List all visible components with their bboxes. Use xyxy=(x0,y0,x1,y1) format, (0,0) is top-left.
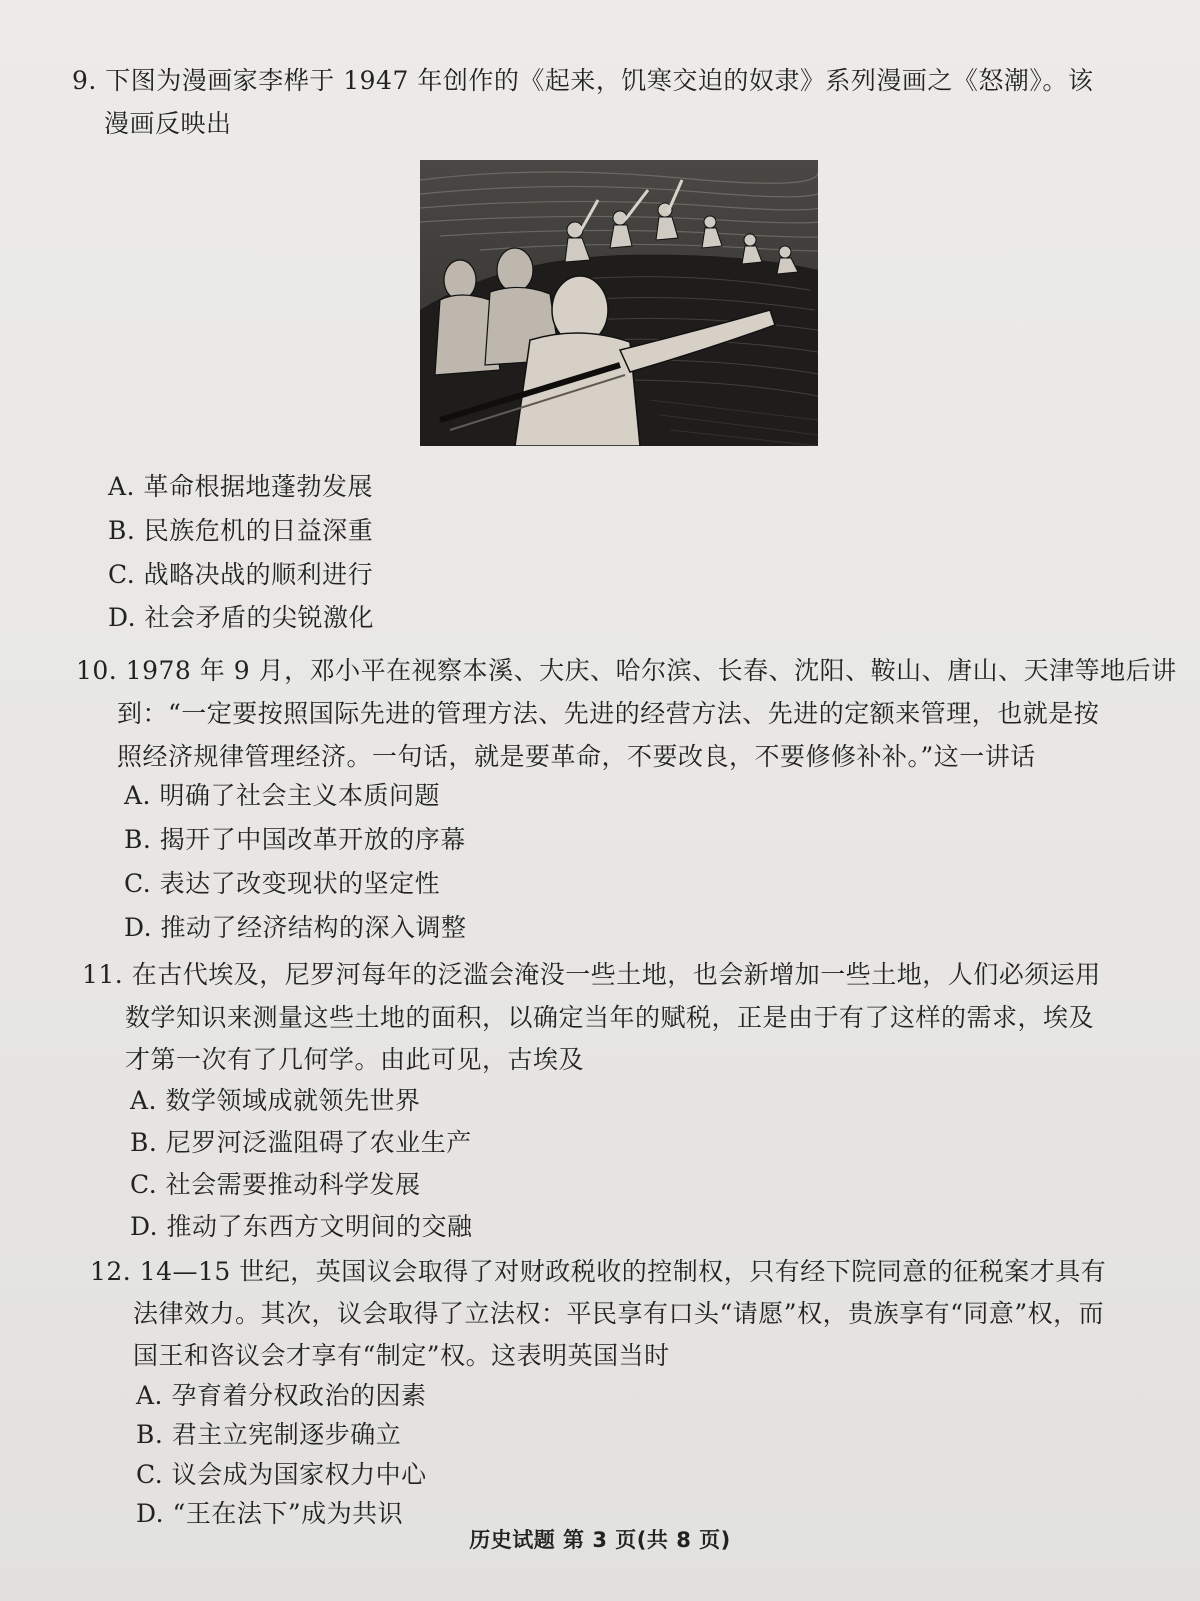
q11-option-b: B. 尼罗河泛滥阻碍了农业生产 xyxy=(130,1128,472,1157)
q10-stem-line3: 照经济规律管理经济。一句话，就是要革命，不要改良，不要修修补补。”这一讲话 xyxy=(117,742,1036,771)
q11-stem-line1: 11. 在古代埃及，尼罗河每年的泛滥会淹没一些土地，也会新增加一些土地，人们必须运用 xyxy=(82,960,1101,989)
q10-option-b: B. 揭开了中国改革开放的序幕 xyxy=(124,825,466,854)
q11-stem-line2: 数学知识来测量这些土地的面积，以确定当年的赋税，正是由于有了这样的需求，埃及 xyxy=(125,1003,1095,1032)
q9-stem-line2: 漫画反映出 xyxy=(104,109,232,138)
q10-option-c: C. 表达了改变现状的坚定性 xyxy=(124,869,441,898)
q12-option-d: D. “王在法下”成为共识 xyxy=(136,1499,404,1528)
q10-option-d: D. 推动了经济结构的深入调整 xyxy=(124,913,467,942)
q12-stem-line1: 12. 14—15 世纪，英国议会取得了对财政税收的控制权，只有经下院同意的征税案才具有 xyxy=(90,1257,1107,1286)
q12-stem-line2: 法律效力。其次，议会取得了立法权：平民享有口头“请愿”权，贵族享有“同意”权，而 xyxy=(133,1299,1105,1328)
q10-stem-line1: 10. 1978 年 9 月，邓小平在视察本溪、大庆、哈尔滨、长春、沈阳、鞍山、唐山、天津等地后讲 xyxy=(76,656,1177,685)
q9-stem-line1: 9. 下图为漫画家李桦于 1947 年创作的《起来，饥寒交迫的奴隶》系列漫画之《怒潮》。该 xyxy=(72,66,1094,95)
q9-option-a: A. 革命根据地蓬勃发展 xyxy=(108,472,373,501)
q9-option-d: D. 社会矛盾的尖锐激化 xyxy=(108,603,375,632)
q9-option-c: C. 战略决战的顺利进行 xyxy=(108,560,374,589)
q12-stem-line3: 国王和咨议会才享有“制定”权。这表明英国当时 xyxy=(133,1341,670,1370)
q10-stem-line2: 到：“一定要按照国际先进的管理方法、先进的经营方法、先进的定额来管理，也就是按 xyxy=(117,699,1100,728)
q11-option-a: A. 数学领域成就领先世界 xyxy=(130,1086,421,1115)
q11-stem-line3: 才第一次有了几何学。由此可见，古埃及 xyxy=(125,1045,585,1074)
q10-option-a: A. 明确了社会主义本质问题 xyxy=(124,781,440,810)
q11-option-d: D. 推动了东西方文明间的交融 xyxy=(130,1212,473,1241)
woodcut-illustration xyxy=(420,160,818,446)
q12-option-a: A. 孕育着分权政治的因素 xyxy=(136,1381,427,1410)
q12-option-c: C. 议会成为国家权力中心 xyxy=(136,1460,427,1489)
page-footer: 历史试题 第 3 页(共 8 页) xyxy=(469,1528,731,1552)
q9-option-b: B. 民族危机的日益深重 xyxy=(108,516,374,545)
q12-option-b: B. 君主立宪制逐步确立 xyxy=(136,1420,402,1449)
q11-option-c: C. 社会需要推动科学发展 xyxy=(130,1170,421,1199)
